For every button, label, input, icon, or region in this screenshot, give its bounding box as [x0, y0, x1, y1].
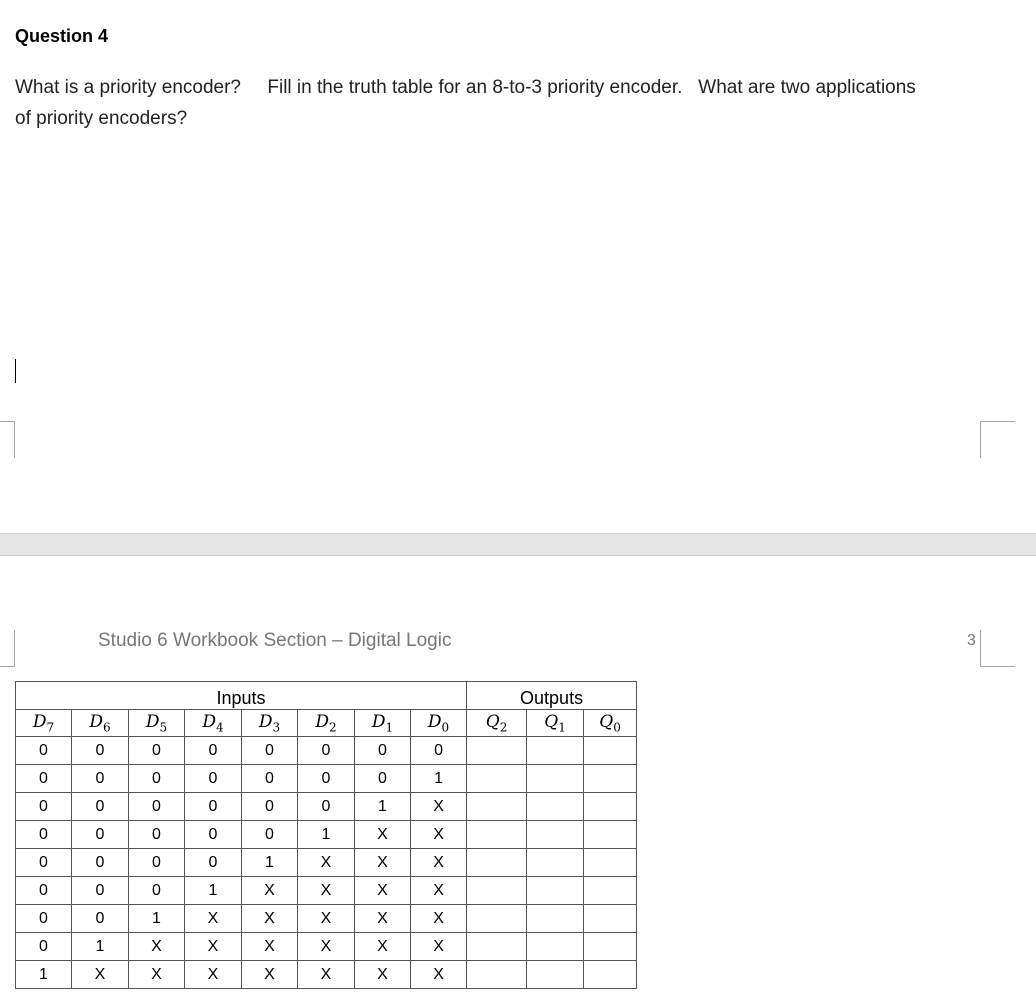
input-cell: 0 — [185, 793, 242, 821]
input-cell: 0 — [16, 737, 72, 765]
input-cell: 0 — [185, 765, 242, 793]
input-cell: 0 — [411, 737, 467, 765]
margin-corner-mark — [980, 630, 1015, 667]
variable-subscript: 7 — [46, 720, 55, 735]
output-cell[interactable] — [527, 933, 584, 961]
table-row — [16, 849, 637, 877]
input-cell: 0 — [72, 905, 129, 933]
table-row — [16, 737, 637, 765]
input-cell: X — [185, 933, 242, 961]
table-row — [16, 793, 637, 821]
input-cell: X — [298, 877, 355, 905]
output-cell[interactable] — [467, 877, 527, 905]
variable-letter: D — [427, 711, 442, 732]
output-cell[interactable] — [467, 821, 527, 849]
input-cell: X — [411, 793, 467, 821]
input-cell: 0 — [129, 737, 185, 765]
column-header-d6 — [72, 710, 129, 737]
output-cell[interactable] — [527, 877, 584, 905]
column-header-q0 — [584, 710, 637, 737]
output-cell[interactable] — [527, 905, 584, 933]
variable-subscript: 0 — [441, 720, 450, 735]
input-cell: 0 — [72, 877, 129, 905]
output-cell[interactable] — [467, 849, 527, 877]
output-cell[interactable] — [584, 821, 637, 849]
variable-letter: D — [258, 711, 273, 732]
outputs-group-header: Outputs — [467, 682, 637, 710]
input-cell: X — [411, 821, 467, 849]
input-cell: X — [72, 961, 129, 989]
variable-subscript: 0 — [613, 720, 621, 735]
table-row — [16, 905, 637, 933]
input-cell: X — [411, 849, 467, 877]
variable-letter: D — [202, 711, 216, 732]
output-cell[interactable] — [467, 933, 527, 961]
input-cell: 0 — [185, 737, 242, 765]
input-cell: 0 — [72, 849, 129, 877]
input-cell: 0 — [298, 737, 355, 765]
output-cell[interactable] — [584, 933, 637, 961]
input-cell: 0 — [72, 821, 129, 849]
variable-subscript: 4 — [216, 720, 224, 735]
input-cell: 1 — [242, 849, 298, 877]
text-cursor[interactable] — [15, 359, 16, 383]
output-cell[interactable] — [527, 793, 584, 821]
output-cell[interactable] — [584, 905, 637, 933]
column-header-d7 — [16, 710, 72, 737]
variable-letter: D — [89, 711, 103, 732]
input-cell: X — [411, 877, 467, 905]
page-separator — [0, 533, 1036, 556]
input-cell: X — [242, 877, 298, 905]
input-cell: 0 — [16, 821, 72, 849]
input-cell: X — [242, 905, 298, 933]
input-cell: X — [355, 849, 411, 877]
input-cell: 0 — [355, 765, 411, 793]
input-cell: X — [185, 961, 242, 989]
input-cell: X — [411, 961, 467, 989]
input-cell: 0 — [16, 877, 72, 905]
table-row — [16, 821, 637, 849]
input-cell: 1 — [411, 765, 467, 793]
input-cell: X — [298, 933, 355, 961]
margin-corner-mark — [0, 421, 15, 458]
output-cell[interactable] — [584, 961, 637, 989]
variable-letter: Q — [544, 711, 559, 732]
input-cell: X — [298, 849, 355, 877]
input-cell: X — [355, 905, 411, 933]
question-text-line-2: of priority encoders? — [15, 108, 188, 129]
variable-subscript: 2 — [499, 720, 508, 735]
variable-subscript: 5 — [159, 720, 168, 735]
output-cell[interactable] — [527, 737, 584, 765]
input-cell: 0 — [72, 765, 129, 793]
input-cell: 0 — [129, 849, 185, 877]
column-header-q1 — [527, 710, 584, 737]
input-cell: X — [298, 905, 355, 933]
variable-subscript: 1 — [385, 720, 394, 735]
column-header-d3 — [242, 710, 298, 737]
input-cell: X — [129, 961, 185, 989]
output-cell[interactable] — [584, 765, 637, 793]
input-cell: X — [411, 933, 467, 961]
output-cell[interactable] — [584, 793, 637, 821]
input-cell: 0 — [242, 821, 298, 849]
output-cell[interactable] — [527, 765, 584, 793]
input-cell: X — [355, 821, 411, 849]
input-cell: 0 — [298, 793, 355, 821]
truth-table — [15, 681, 637, 989]
output-cell[interactable] — [467, 793, 527, 821]
column-header-d1 — [355, 710, 411, 737]
input-cell: 0 — [355, 737, 411, 765]
input-cell: 0 — [72, 737, 129, 765]
input-cell: X — [355, 933, 411, 961]
variable-letter: D — [32, 711, 47, 732]
input-cell: 1 — [72, 933, 129, 961]
variable-letter: D — [371, 711, 386, 732]
variable-letter: D — [315, 711, 329, 732]
column-header-d4 — [185, 710, 242, 737]
output-cell[interactable] — [584, 877, 637, 905]
table-row — [16, 765, 637, 793]
question-title: Question 4 — [15, 26, 109, 46]
table-row — [16, 961, 637, 989]
input-cell: 0 — [16, 765, 72, 793]
table-row — [16, 877, 637, 905]
output-cell[interactable] — [467, 905, 527, 933]
input-cell: 0 — [298, 765, 355, 793]
input-cell: 1 — [355, 793, 411, 821]
input-cell: 0 — [129, 765, 185, 793]
variable-subscript: 2 — [329, 720, 337, 735]
variable-subscript: 1 — [558, 720, 566, 735]
output-cell[interactable] — [584, 849, 637, 877]
column-header-d0 — [411, 710, 467, 737]
inputs-group-header: Inputs — [16, 682, 467, 710]
input-cell: X — [355, 961, 411, 989]
input-cell: X — [242, 961, 298, 989]
input-cell: 0 — [16, 933, 72, 961]
column-header-d2 — [298, 710, 355, 737]
output-cell[interactable] — [527, 849, 584, 877]
output-cell[interactable] — [584, 737, 637, 765]
output-cell[interactable] — [527, 821, 584, 849]
input-cell: 1 — [129, 905, 185, 933]
page-header-title: Studio 6 Workbook Section – Digital Logic — [98, 630, 452, 651]
page-number: 3 — [967, 632, 976, 649]
output-cell[interactable] — [467, 737, 527, 765]
margin-corner-mark — [0, 630, 15, 667]
input-cell: X — [298, 961, 355, 989]
variable-letter: Q — [599, 711, 614, 732]
input-cell: 0 — [242, 765, 298, 793]
question-text-line-1: What is a priority encoder? Fill in the truth table for an 8-to-3 priority encoder. What are two applications — [15, 77, 916, 98]
input-cell: X — [355, 877, 411, 905]
input-cell: X — [129, 933, 185, 961]
input-cell: 0 — [242, 793, 298, 821]
output-cell[interactable] — [527, 961, 584, 989]
margin-corner-mark — [980, 421, 1015, 458]
input-cell: 0 — [185, 821, 242, 849]
input-cell: 0 — [72, 793, 129, 821]
table-row — [16, 933, 637, 961]
input-cell: X — [411, 905, 467, 933]
input-cell: 1 — [185, 877, 242, 905]
input-cell: 0 — [129, 821, 185, 849]
input-cell: 0 — [16, 793, 72, 821]
input-cell: 0 — [185, 849, 242, 877]
variable-subscript: 6 — [103, 720, 111, 735]
input-cell: 1 — [16, 961, 72, 989]
input-cell: X — [185, 905, 242, 933]
input-cell: 1 — [298, 821, 355, 849]
variable-subscript: 3 — [272, 720, 281, 735]
input-cell: 0 — [242, 737, 298, 765]
variable-letter: D — [145, 711, 160, 732]
input-cell: 0 — [129, 793, 185, 821]
input-cell: X — [242, 933, 298, 961]
input-cell: 0 — [16, 849, 72, 877]
output-cell[interactable] — [467, 961, 527, 989]
input-cell: 0 — [129, 877, 185, 905]
input-cell: 0 — [16, 905, 72, 933]
variable-letter: Q — [485, 711, 500, 732]
output-cell[interactable] — [467, 765, 527, 793]
column-header-d5 — [129, 710, 185, 737]
column-header-q2 — [467, 710, 527, 737]
